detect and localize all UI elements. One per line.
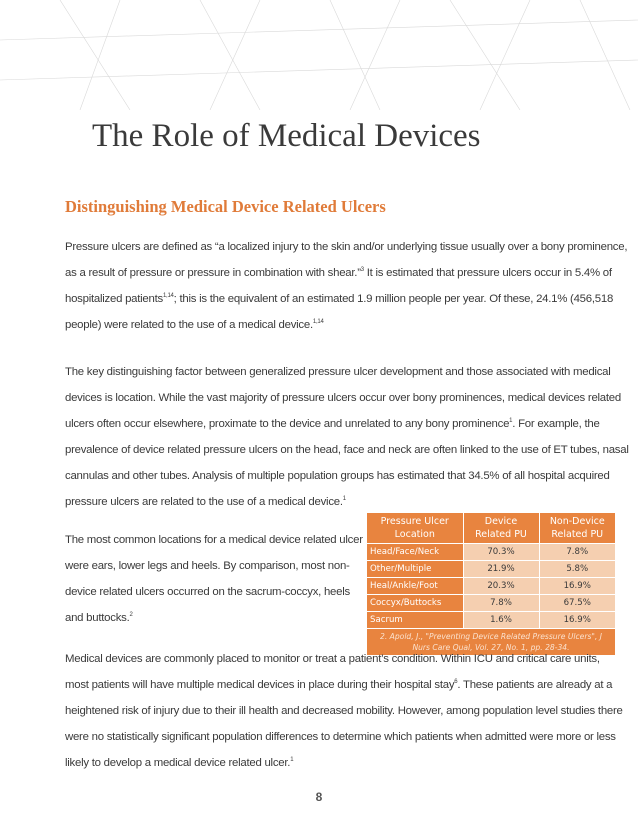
table-cell-device: 1.6% [463,612,539,629]
table-cell-location: Coccyx/Buttocks [367,595,463,612]
table-cell-device: 21.9% [463,561,539,578]
citation-superscript: 1,14 [162,293,174,300]
citation-superscript: 6 [454,679,458,686]
text-line: prevalence of device related pressure ulcers on the head, face and neck are often linked to the use of ET tubes, nasal [65,444,629,456]
table-cell-location: Sacrum [367,612,463,629]
section-subtitle: Distinguishing Medical Device Related Ulcers [65,197,386,216]
text-line: Pressure ulcers are defined as “a localized injury to the skin and/or underlying tissue usually over a bony prominence, [65,241,628,253]
table-cell-location: Heal/Ankle/Foot [367,578,463,595]
pressure-ulcer-location-table [367,513,615,655]
citation-superscript: 1 [290,757,294,764]
text-line: and buttocks.$^2$ [65,612,133,624]
table-cell-non-device: 7.8% [539,544,615,561]
paragraph-icu-devices [65,646,623,776]
decorative-line-pattern [0,0,638,110]
paragraph-location [65,359,629,515]
text-line: The key distinguishing factor between generalized pressure ulcer development and those associated with medical [65,366,611,378]
text-line: were no statistically significant population differences to determine which patients when admitted were more or less [65,731,616,743]
citation-superscript: 1 [509,418,513,425]
table-row [367,578,615,595]
citation-superscript: 1,14 [312,319,324,326]
text-line: The most common locations for a medical device related ulcer [65,534,363,546]
text-line: Medical devices are commonly placed to monitor or treat a patient’s condition. Within ICU and critical care units, [65,653,600,665]
text-line: pressure ulcers are related to the use of a medical device.$^1$ [65,496,346,508]
text-line: were ears, lower legs and heels. By comparison, most non- [65,560,350,572]
table-cell-non-device: 16.9% [539,612,615,629]
citation-superscript: 2 [129,612,133,619]
text-line: cannulas and other tubes. Analysis of multiple population groups has estimated that 34.5% of all hospital acquired [65,470,610,482]
table-row [367,561,615,578]
column-header: Device Related PU [463,513,539,544]
paragraph-common-locations [65,527,363,631]
table-row [367,612,615,629]
data-table [367,513,615,628]
table-row [367,544,615,561]
paragraph-definition [65,234,628,338]
text-line: device related ulcers occurred on the sacrum-coccyx, heels [65,586,350,598]
text-line: hospitalized patients$^{1,14}$; this is the equivalent of an estimated 1.9 million people per year. Of these, 24.1% (456,518 [65,293,614,305]
table-header-row [367,513,615,544]
page-number: 8 [315,790,323,804]
text-line: heightened risk of injury due to their ill health and decreased mobility. However, among population level studies there [65,705,623,717]
table-row [367,595,615,612]
table-cell-non-device: 67.5% [539,595,615,612]
text-line: ulcers often occur elsewhere, proximate to the device and unrelated to any bony prominence$^1$. For example, the [65,418,600,430]
column-header: Pressure Ulcer Location [367,513,463,544]
table-cell-location: Head/Face/Neck [367,544,463,561]
table-citation: 2. Apold, J., "Preventing Device Related Pressure Ulcers", J Nurs Care Qual, Vol. 27, No. 1, pp. 28-34. [367,628,615,655]
table-cell-device: 7.8% [463,595,539,612]
text-line: most patients will have multiple medical devices in place during their hospital stay$^6$. These patients are already at a [65,679,613,691]
citation-superscript: 1 [342,496,346,503]
table-cell-device: 20.3% [463,578,539,595]
table-cell-non-device: 16.9% [539,578,615,595]
citation-superscript: 3 [360,267,364,274]
text-line: devices is location. While the vast majority of pressure ulcers occur over bony prominences, medical devices related [65,392,621,404]
table-cell-non-device: 5.8% [539,561,615,578]
text-line: likely to develop a medical device related ulcer.$^1$ [65,757,294,769]
table-cell-device: 70.3% [463,544,539,561]
column-header: Non-Device Related PU [539,513,615,544]
table-cell-location: Other/Multiple [367,561,463,578]
text-line: people) were related to the use of a medical device.$^{1,14}$ [65,319,324,331]
page-title: The Role of Medical Devices [92,118,481,154]
text-line: as a result of pressure or pressure in combination with shear.”$^3$ It is estimated that pressure ulcers occur in 5.4% of [65,267,612,279]
